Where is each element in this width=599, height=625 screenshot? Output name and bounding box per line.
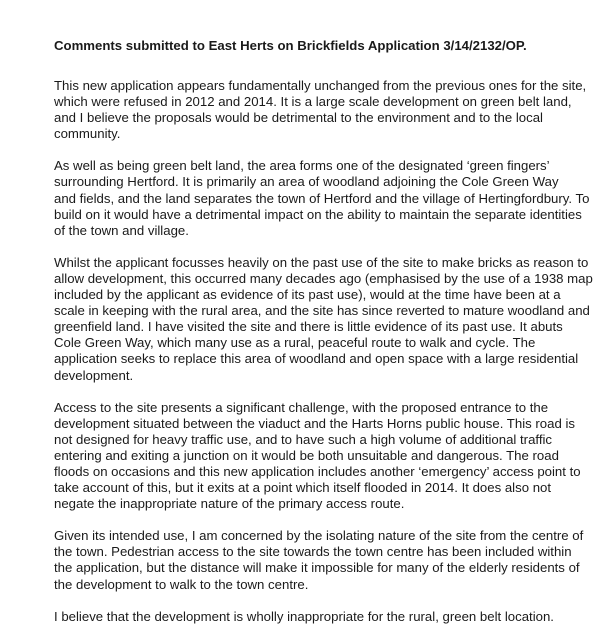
text-line: scale in keeping with the rural area, and the site has since reverted to mature woodland and bbox=[54, 303, 590, 319]
text-line: Cole Green Way, which many use as a rural, peaceful route to walk and cycle. The bbox=[54, 335, 536, 351]
text-line: take account of this, but it exits at a point which itself flooded in 2014. It does also not bbox=[54, 480, 552, 496]
text-line: application seeks to replace this area of woodland and open space with a large residential bbox=[54, 351, 579, 367]
text-line: I believe that the development is wholly inappropriate for the rural, green belt location. bbox=[54, 608, 554, 624]
text-line: This new application appears fundamentally unchanged from the previous ones for the site, bbox=[54, 78, 587, 93]
text-line: development situated between the viaduct and the Harts Horns public house. This road is bbox=[54, 415, 575, 431]
text-line: surrounding Hertford. It is primarily an area of woodland adjoining the Cole Green Way bbox=[54, 174, 559, 190]
text-line: the town. Pedestrian access to the site towards the town centre has been included within bbox=[54, 544, 572, 560]
document-title: Comments submitted to East Herts on Brickfields Application 3/14/2132/OP. bbox=[54, 38, 527, 53]
document-body bbox=[54, 78, 593, 625]
text-line: entering and exiting a junction on it would be both unsuitable and dangerous. The road bbox=[54, 447, 559, 463]
paragraph bbox=[54, 528, 584, 592]
paragraph bbox=[54, 609, 581, 625]
text-line: of the town and village. bbox=[54, 222, 189, 238]
text-line: build on it would have a detrimental impact on the ability to maintain the separate identities bbox=[54, 206, 582, 222]
text-line: Whilst the applicant focusses heavily on the past use of the site to make bricks as reason to bbox=[54, 254, 589, 270]
text-line: Given its intended use, I am concerned by the isolating nature of the site from the centre of bbox=[54, 528, 584, 544]
paragraph bbox=[54, 254, 593, 384]
text-line: included by the applicant as evidence of its past use), would at the time have been at a bbox=[54, 287, 561, 303]
paragraph bbox=[54, 400, 581, 513]
text-line: As well as being green belt land, the area forms one of the designated ‘green fingers’ bbox=[54, 158, 550, 174]
text-line: floods on occasions and this new application includes another ‘emergency’ access point to bbox=[54, 463, 581, 479]
text-line: negate the inappropriate nature of the primary access route. bbox=[54, 496, 405, 512]
text-line: Access to the site presents a significant challenge, with the proposed entrance to the bbox=[54, 399, 549, 415]
text-line: development. bbox=[54, 367, 134, 383]
text-line: greenfield land. I have visited the site and there is little evidence of its past use. It abuts bbox=[54, 319, 563, 335]
paragraph bbox=[54, 78, 587, 142]
paragraph bbox=[54, 158, 590, 238]
text-line: and I believe the proposals would be detrimental to the environment and to the local bbox=[54, 110, 543, 126]
text-line: which were refused in 2012 and 2014. It is a large scale development on green belt land, bbox=[54, 94, 572, 110]
text-line: and fields, and the land separates the town of Hertford and the village of Hertingfordbury. To bbox=[54, 190, 590, 206]
text-line: allow development, this occurred many decades ago (emphasised by the use of a 1938 map bbox=[54, 270, 593, 286]
text-line: the application, but the distance will make it impossible for many of the elderly residents of bbox=[54, 560, 580, 576]
text-line: community. bbox=[54, 126, 121, 142]
text-line: not designed for heavy traffic use, and to have such a high volume of additional traffic bbox=[54, 431, 553, 447]
text-line: the development to walk to the town centre. bbox=[54, 576, 309, 592]
